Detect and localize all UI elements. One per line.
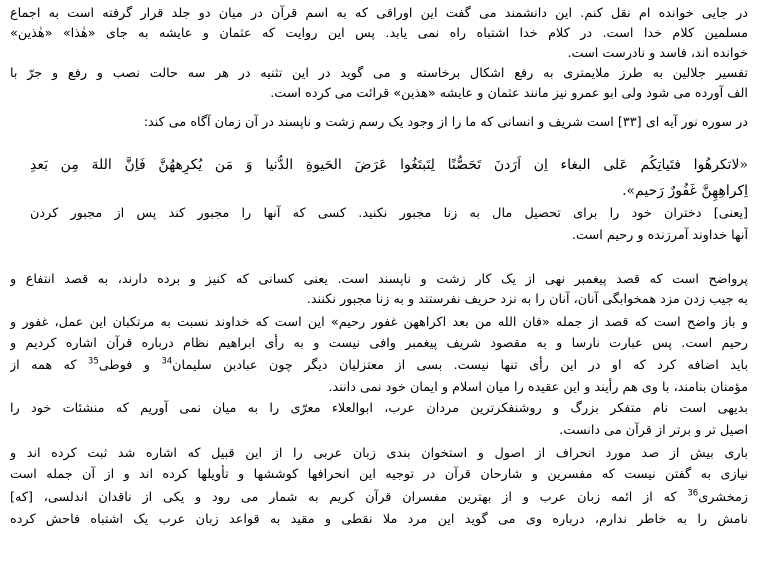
footnote-marker: 35 [87,356,99,367]
text-segment: زمخشری [698,490,748,505]
translation-line: آنها خداوند آمرزنده و رحیم است. [571,228,748,243]
text-line [10,356,748,376]
quran-verse-line: اِکراهِهِنَّ غَفُورٌ رَحیم». [622,183,748,199]
text-segment: که از ائمه زبان عرب و از بهترین مفسران قرآن کریم به شمار می رود و یکی از ناقدان اندلسی، [که] [10,490,688,505]
text-line: بدیهی است نام متفکر بزرگ و روشنفکرترین مردان عرب، ابوالعلاء معرّی را به میان نمی آوریم که منشئات خود را [10,401,748,416]
text-segment: و فوطی [98,358,162,373]
text-line: مؤمنان بنامند، با وی هم رأیند و این عقیده را میان اسلام و ایمان خود نمی دانند. [328,380,748,395]
footnote-marker: 36 [687,488,699,499]
text-line: تفسیر جلالین به طرز ملایمتری به رفع اشکال برخاسته و می گوید در این تثنیه در هر سه حالت نصب و رفع و جرّ با [10,66,748,81]
text-line: پرواضح است که قصد پیغمبر نهی از یک کار زشت و ناپسند است. یعنی کسانی که کنیز و برده دارند، به قصد انتفاع و [10,272,748,287]
quran-verse-line: «لاتکرهُوا فتَیاتِکُم عَلی البغاء اِن اَرَدنَ تَحَصُّنًا لِتَبتَغُوا عَرَضَ الحَیوةِ الدُّنیا وَ مَن یُکرِههُنَّ فَاِنَّ اللهَ مِن بَعدِ [30,157,748,173]
text-line: باری بیش از صد مورد انحراف از اصول و استخوان بندی زبان عربی را از این قبیل که اشاره شد ثبت کرده اند و [10,446,748,461]
text-line [10,488,748,508]
translation-line: [یعنی] دختران خود را برای تحصیل مال به زنا مجبور نکنید. کسی که آنها را مجبور کند پس از مجبور کردن [30,206,748,221]
footnote-marker: 34 [161,356,173,367]
text-line: نامش را به خاطر ندارم، درباره وی می گوید این مرد ملا نقطی و مقید به قواعد زبان عرب یک اشتباه فاحش کرده [10,512,748,527]
text-segment: که همه از [10,358,88,373]
text-line: مسلمین کلام خدا است. در کلام خدا اشتباه راه نمی یابد. پس این روایت که عثمان و عایشه به جای «هٰذا» «هٰذین» [10,26,748,41]
text-line: در جایی خوانده ام نقل کنم. این دانشمند می گفت این اوراقی که به اسم قرآن در میان دو جلد قرار گرفته است به اجماع [10,6,748,21]
text-line: و باز واضح است که قصد از جمله «فان الله من بعد اکراههن غفور رحیم» این است که خداوند نسبت به مرتکبان این عمل، غفور و [10,315,748,330]
text-line: رحیم است. پس عبارت نارسا و به مقصود شریف پیغمبر وافی نیست و به رأی ابراهیم نظام درباره قرآن اشاره کردیم و [10,336,748,351]
text-line: نیازی به گفتن نیست که مفسرین و شارحان قرآن در توجیه این انحرافها کوششها و تأویلها کرده اند و از آن جمله است [10,467,748,482]
text-line: در سوره نور آیه ای [۳۳] است شریف و انسانی که ما را از وجود یک رسم زشت و ناپسند در آن زمان آگاه می کند: [143,115,748,130]
text-line: خوانده اند، فاسد و نادرست است. [567,46,748,61]
text-line: الف آورده می شود ولی ابو عمرو نیز مانند عثمان و عایشه «هذین» قرائت می کرده است. [270,86,748,101]
text-line: به جیب زدن مزد همخوابگی آنان، آنان را به نزد حریف نفرستند و به زنا مجبور نکنند. [306,292,748,307]
text-line: اصیل تر و برتر از قرآن می دانست. [559,423,748,438]
text-segment: باید اضافه کرد که او در این رأی تنها نیست. بسی از معتزلیان دیگر چون عبادبن سلیمان [172,358,748,373]
